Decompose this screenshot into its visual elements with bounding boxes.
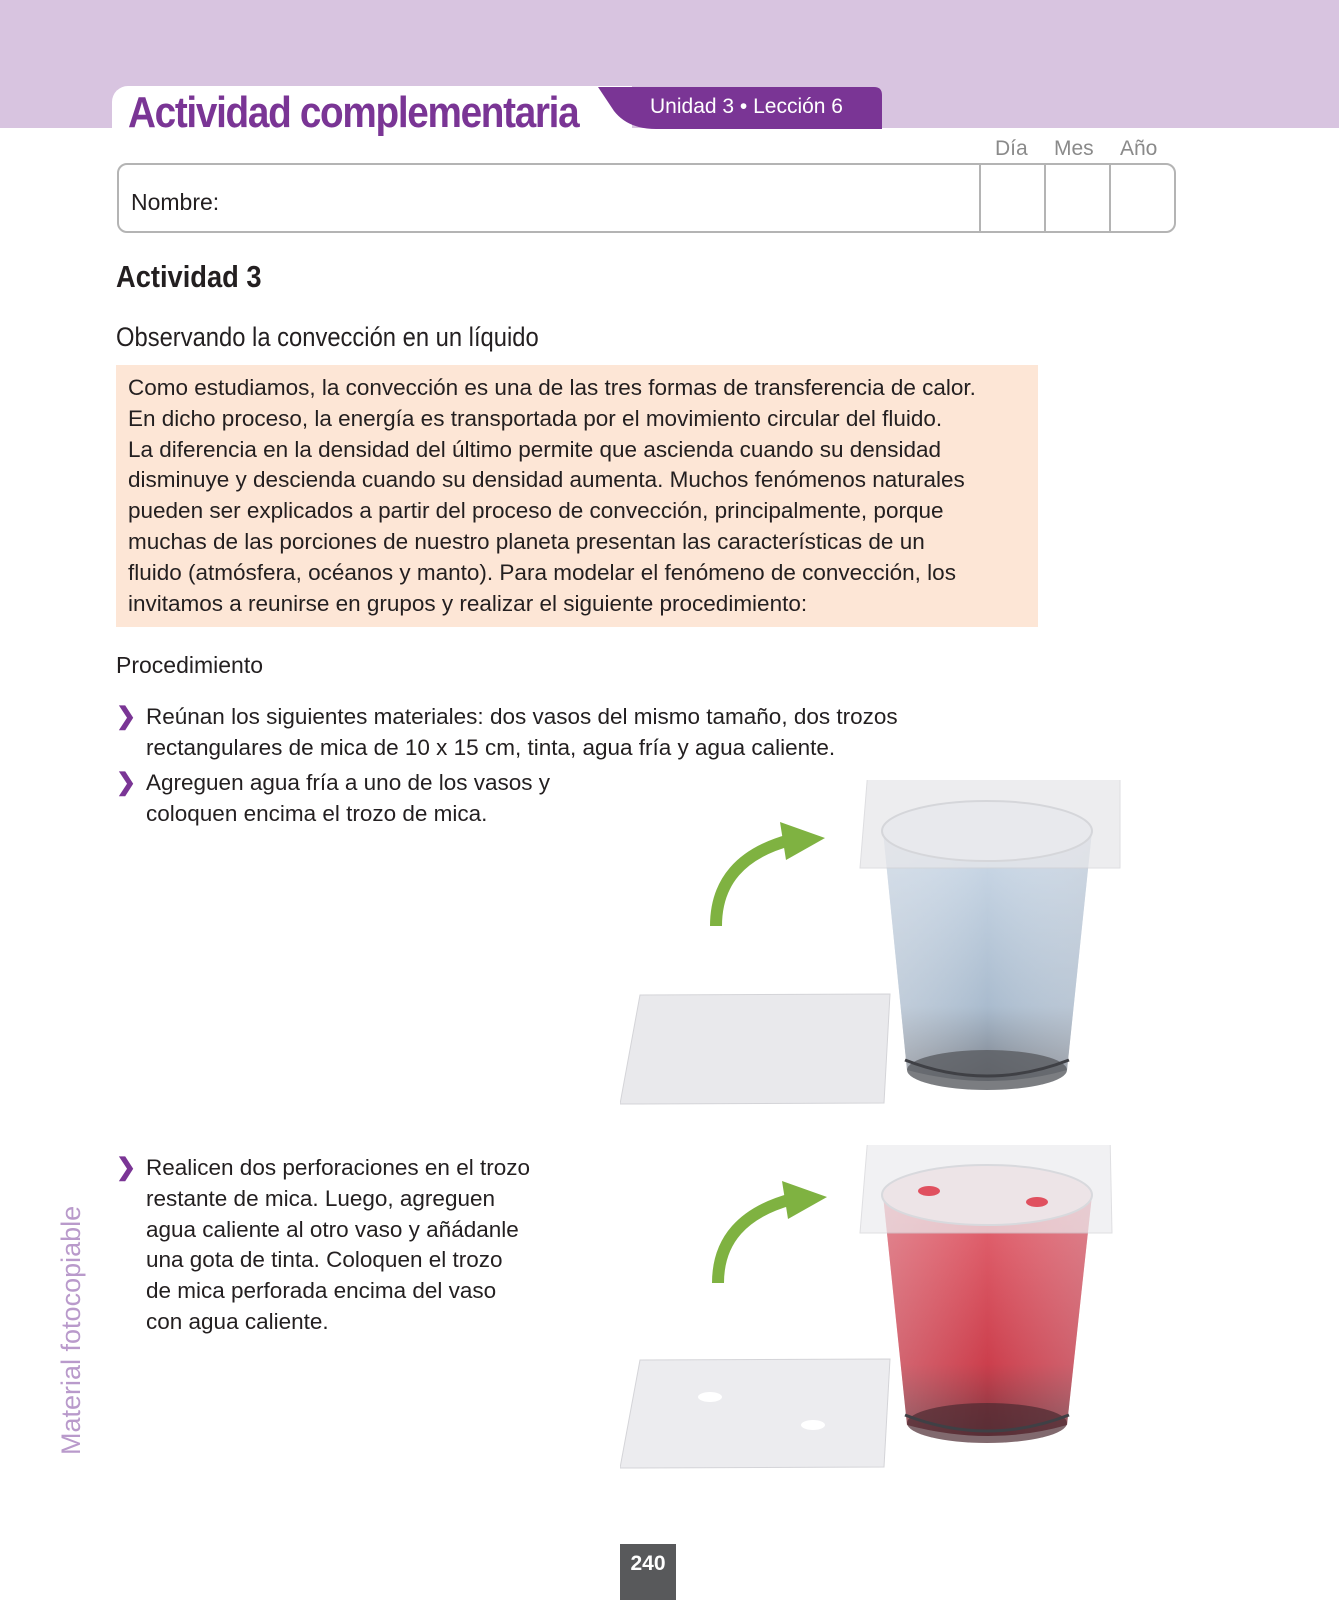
day-field[interactable] [979, 165, 1044, 231]
step-line: Realicen dos perforaciones en el trozo [146, 1155, 530, 1180]
chevron-right-icon: ❯ [116, 1154, 137, 1181]
intro-line: pueden ser explicados a partir del proceso de convección, principalmente, porque [128, 498, 944, 524]
step-line: Agreguen agua fría a uno de los vasos y [146, 770, 551, 795]
page-title: Actividad complementaria [128, 88, 579, 137]
curved-arrow-icon [716, 840, 790, 926]
intro-line: En dicho proceso, la energía es transportada por el movimiento circular del fluido. [128, 405, 943, 431]
intro-line: muchas de las porciones de nuestro planeta presentan las características de un [128, 528, 925, 554]
step-line: de mica perforada encima del vaso [146, 1278, 497, 1304]
intro-line: disminuye y descienda cuando su densidad aumenta. Muchos fenómenos naturales [128, 467, 965, 493]
step-line: con agua caliente. [146, 1308, 329, 1334]
hot-water-glass-illustration [620, 1145, 1130, 1475]
day-label: Día [995, 137, 1028, 160]
chevron-right-icon: ❯ [116, 703, 137, 730]
name-field[interactable] [117, 163, 1176, 233]
cold-water-glass-illustration [620, 780, 1130, 1110]
year-field[interactable] [1109, 165, 1174, 231]
intro-line: Como estudiamos, la convección es una de las tres formas de transferencia de calor. [128, 375, 976, 400]
activity-subtitle: Observando la convección en un líquido [116, 322, 539, 352]
procedure-title: Procedimiento [116, 652, 264, 678]
step-line: una gota de tinta. Coloquen el trozo [146, 1247, 503, 1273]
month-label: Mes [1054, 137, 1094, 160]
side-label: Material fotocopiable [56, 1205, 86, 1455]
intro-line: invitamos a reunirse en grupos y realizar el siguiente procedimiento: [128, 590, 808, 616]
intro-text-box [116, 365, 1038, 627]
step-line: Reúnan los siguientes materiales: dos vasos del mismo tamaño, dos trozos [146, 704, 898, 729]
unit-lesson-label: Unidad 3 • Lección 6 [650, 95, 843, 118]
activity-title: Actividad 3 [116, 259, 262, 294]
page-number: 240 [620, 1544, 676, 1600]
month-field[interactable] [1044, 165, 1109, 231]
step-line: agua caliente al otro vaso y añádanle [146, 1216, 519, 1242]
step-line: restante de mica. Luego, agreguen [146, 1185, 495, 1211]
chevron-right-icon: ❯ [116, 769, 137, 796]
intro-line: La diferencia en la densidad del último permite que ascienda cuando su densidad [128, 436, 942, 462]
intro-line: fluido (atmósfera, océanos y manto). Para modelar el fenómeno de convección, los [128, 559, 956, 585]
step-line: rectangulares de mica de 10 x 15 cm, tinta, agua fría y agua caliente. [146, 734, 836, 760]
name-label: Nombre: [131, 189, 220, 215]
year-label: Año [1120, 137, 1158, 160]
step-line: coloquen encima el trozo de mica. [146, 800, 488, 826]
curved-arrow-icon [718, 1199, 792, 1283]
